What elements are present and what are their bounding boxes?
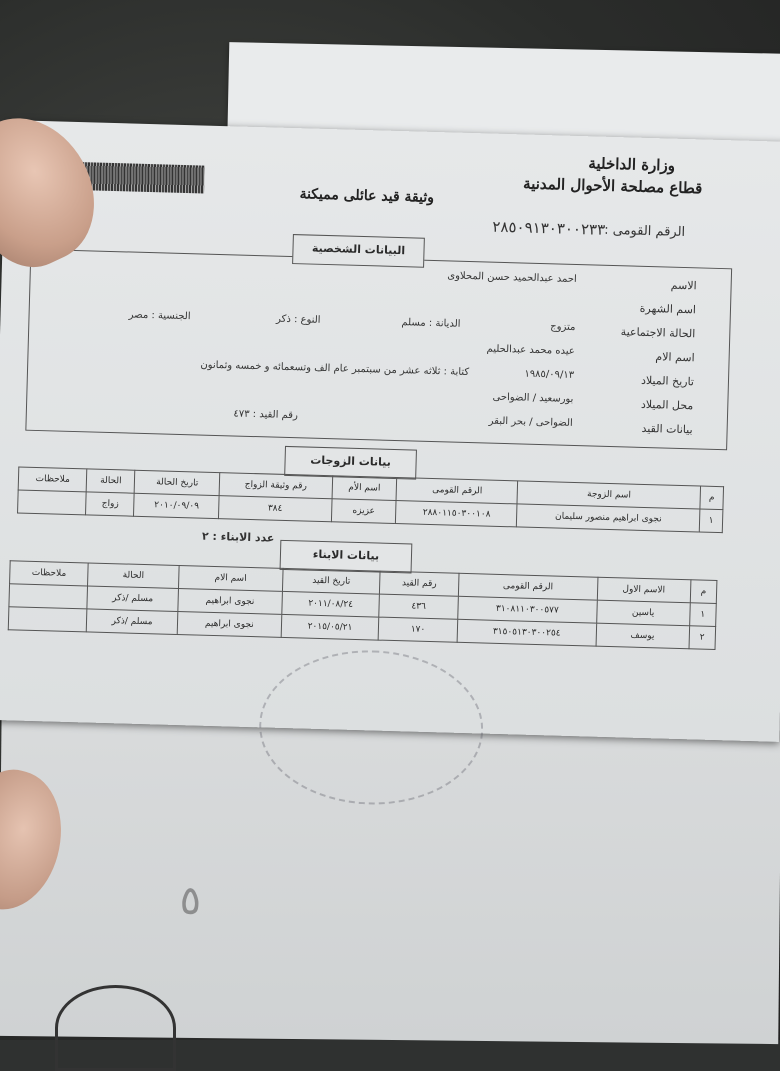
field-label-mother: اسم الام xyxy=(655,350,695,365)
col-header: م xyxy=(700,486,724,510)
col-header: تاريخ القيد xyxy=(282,568,380,594)
dob-in-words: كتابة : ثلاثه عشر من سبتمبر عام الف وتسعمائه و خمسه وثمانون xyxy=(200,359,470,379)
col-header: ملاحظات xyxy=(10,561,89,586)
children-tab: بيانات الابناء xyxy=(280,540,413,574)
table-cell: زواج xyxy=(86,492,135,516)
religion: الديانة : مسلم xyxy=(401,317,461,330)
field-label-birthplace: محل الميلاد xyxy=(640,397,694,413)
table-cell: ٢٠١٥/٠٥/٢١ xyxy=(281,614,379,640)
col-header: الحالة xyxy=(87,469,136,493)
col-header: الرقم القومى xyxy=(396,478,518,504)
table-cell: ١٧٠ xyxy=(378,617,458,642)
table-cell: عزيزه xyxy=(331,499,396,524)
field-label-marital: الحالة الاجتماعية xyxy=(620,325,696,341)
table-cell: ٣١٥٠٥١٣٠٣٠٠٢٥٤ xyxy=(457,619,596,646)
col-header: تاريخ الحالة xyxy=(135,470,220,495)
ink-smudge: ٥ xyxy=(179,877,202,925)
table-cell: ١ xyxy=(689,603,716,627)
table-cell xyxy=(9,584,88,609)
field-label-dob: تاريخ الميلاد xyxy=(640,373,695,389)
registration-number: رقم القيد : ٤٧٣ xyxy=(233,408,299,422)
table-cell: ٤٣٦ xyxy=(379,594,459,619)
col-header: رقم القيد xyxy=(380,571,460,596)
table-cell: نجوى ابراهيم xyxy=(177,588,282,614)
field-value-mother: عيده محمد عبدالحليم xyxy=(486,343,575,357)
personal-data-box xyxy=(25,249,732,451)
col-header: اسم الأم xyxy=(332,476,397,501)
table-cell: ٣١٠٨١١٠٣٠٠٥٧٧ xyxy=(458,596,597,623)
col-header: اسم الزوجة xyxy=(517,481,700,509)
table-cell: ياسين xyxy=(596,600,690,626)
field-value-name: احمد عبدالحميد حسن المحلاوى xyxy=(447,270,577,285)
document-title: وثيقة قيد عائلى مميكنة xyxy=(299,186,435,206)
table-cell: ٢٠١٠/٠٩/٠٩ xyxy=(134,493,219,518)
field-value-registration: الضواحى / بحر البقر xyxy=(488,415,573,429)
col-header: رقم وثيقة الزواج xyxy=(219,473,332,499)
col-header: الحالة xyxy=(88,563,179,589)
children-table xyxy=(8,560,718,650)
national-id-label: الرقم القومى : xyxy=(604,222,686,241)
col-header: م xyxy=(690,580,717,604)
sector-title: قطاع مصلحة الأحوال المدنية xyxy=(522,174,703,198)
col-header: الاسم الاول xyxy=(597,577,691,603)
col-header: اسم الام xyxy=(178,565,283,591)
field-label-registration: بيانات القيد xyxy=(641,421,693,437)
field-value-marital: متزوج xyxy=(550,321,576,333)
table-cell xyxy=(8,607,87,632)
field-value-birthplace: بورسعيد / الضواحى xyxy=(492,391,574,405)
gender: النوع : ذكر xyxy=(275,313,321,326)
table-cell: ٢٨٨٠١١٥٠٣٠٠١٠٨ xyxy=(396,501,518,527)
ministry-title: وزارة الداخلية xyxy=(588,154,676,175)
table-cell xyxy=(18,490,87,515)
nationality: الجنسية : مصر xyxy=(128,309,191,323)
family-record-document xyxy=(0,120,780,742)
national-id-value: ٢٨٥٠٩١٣٠٣٠٠٢٣٣ xyxy=(492,217,606,239)
col-header: ملاحظات xyxy=(18,467,87,492)
stamp-emblem xyxy=(55,985,176,1071)
children-count: عدد الابناء : ٢ xyxy=(201,529,275,545)
table-cell: ٢ xyxy=(689,626,716,650)
table-cell: مسلم /ذكر xyxy=(87,586,178,612)
field-label-nickname: اسم الشهرة xyxy=(639,301,697,317)
table-cell: ١ xyxy=(699,509,723,533)
spouses-table xyxy=(17,466,724,533)
table-cell: يوسف xyxy=(596,623,690,649)
col-header: الرقم القومى xyxy=(458,573,597,600)
spouses-tab: بيانات الزوجات xyxy=(284,446,417,480)
personal-data-tab: البيانات الشخصية xyxy=(292,234,425,268)
table-cell: نجوى ابراهيم منصور سليمان xyxy=(517,504,700,532)
table-cell: ٢٠١١/٠٨/٢٤ xyxy=(282,591,380,617)
field-value-dob: ١٩٨٥/٠٩/١٣ xyxy=(524,368,575,381)
field-label-name: الاسم xyxy=(670,278,697,293)
table-cell: مسلم /ذكر xyxy=(87,609,178,635)
table-cell: ٣٨٤ xyxy=(219,496,332,522)
table-cell: نجوى ابراهيم xyxy=(177,611,282,637)
